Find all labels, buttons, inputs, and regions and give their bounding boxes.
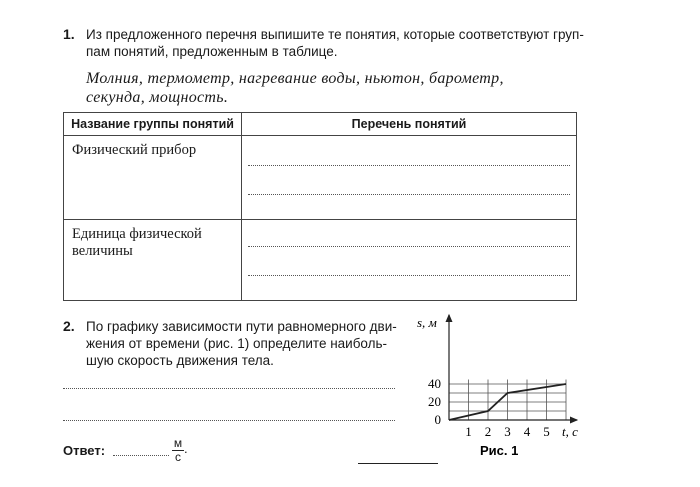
task1-concept-list-line1: Молния, термометр, нагревание воды, ньютон, барометр,: [86, 70, 504, 87]
distance-time-chart: [405, 305, 595, 455]
table-row-group-cell: [64, 220, 242, 301]
table-row1-label: Физический прибор: [72, 142, 197, 158]
x-tick-label: 3: [504, 424, 511, 439]
y-axis-label: s, м: [417, 315, 437, 330]
table-row2-label-line2: величины: [72, 243, 133, 259]
table-header-list: Перечень понятий: [242, 113, 577, 136]
x-tick-label: 5: [543, 424, 550, 439]
task2-number: 2.: [63, 318, 75, 334]
task1-concept-list-line2: секунда, мощность.: [86, 89, 229, 106]
chart-title: Рис. 1: [480, 443, 519, 455]
task1-text-line1: Из предложенного перечня выпишите те понятия, которые соответствуют груп-: [86, 27, 584, 42]
unit-denominator: с: [175, 450, 181, 464]
x-axis-label: t, с: [562, 424, 578, 439]
task1-number: 1.: [63, 26, 75, 42]
table-row-answer-cell[interactable]: [242, 136, 577, 220]
chart-grid: [449, 380, 566, 421]
table-row-group-cell: [64, 136, 242, 220]
x-tick-label: 4: [523, 424, 531, 439]
table-row2-label-line1: Единица физической: [72, 226, 202, 242]
task2-text-line2: жения от времени (рис. 1) определите наиболь-: [86, 336, 388, 351]
y-tick-label: 0: [434, 412, 441, 427]
answer-line[interactable]: [248, 275, 570, 276]
task2-text-line3: шую скорость движения тела.: [86, 353, 274, 368]
answer-input-line[interactable]: [113, 455, 169, 456]
table-row-answer-cell[interactable]: [242, 220, 577, 301]
y-tick-label: 20: [428, 394, 441, 409]
concepts-table: [63, 112, 577, 301]
answer-unit-dot: .: [184, 441, 188, 456]
unit-numerator: м: [173, 436, 183, 450]
solution-line[interactable]: [63, 388, 395, 389]
x-tick-label: 1: [465, 424, 472, 439]
solution-line[interactable]: [63, 420, 395, 421]
answer-label: Ответ:: [63, 443, 106, 458]
table-header-group: Название группы понятий: [64, 113, 242, 136]
answer-line[interactable]: [248, 246, 570, 247]
answer-unit-fraction: [172, 437, 184, 464]
y-tick-label: 40: [428, 376, 441, 391]
answer-line[interactable]: [248, 165, 570, 166]
x-tick-label: 2: [484, 424, 492, 439]
answer-line[interactable]: [248, 194, 570, 195]
bottom-rule: [358, 463, 438, 464]
task2-text-line1: По графику зависимости пути равномерного дви-: [86, 319, 397, 334]
task1-text-line2: пам понятий, предложенным в таблице.: [86, 44, 338, 59]
